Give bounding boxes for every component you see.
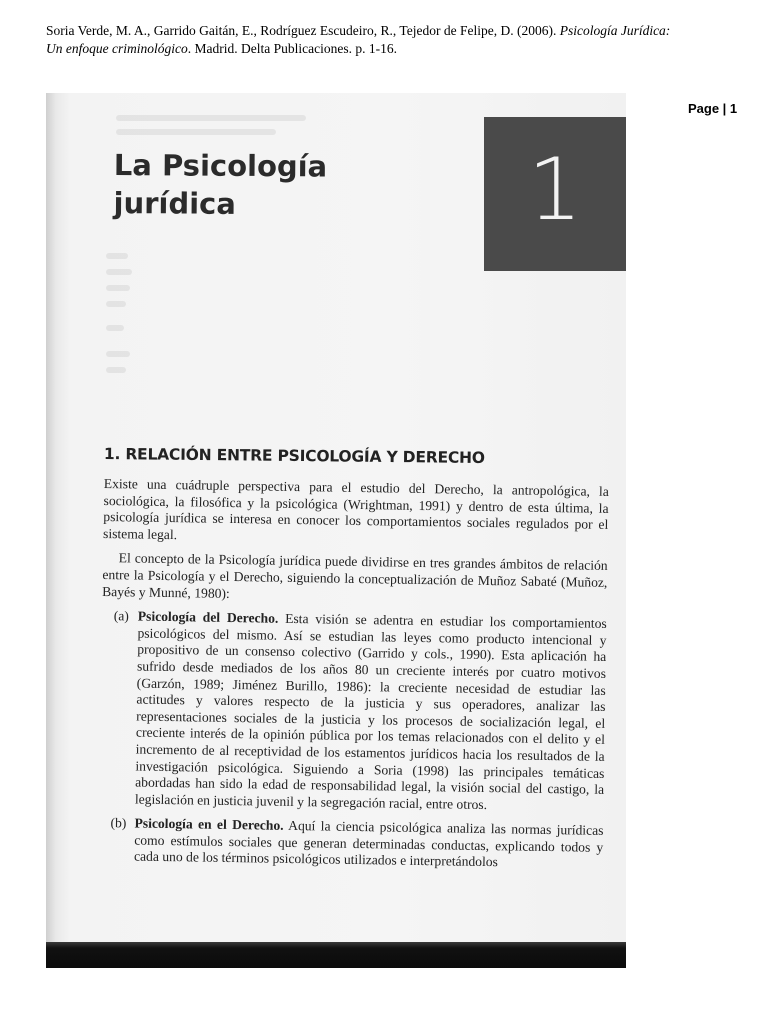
citation [46,22,686,58]
list-item-a-title: Psicología del Derecho. [137,608,279,626]
body-text [98,476,609,881]
paragraph-1: Existe una cuádruple perspectiva para el estudio del Derecho, la antropológica, la sociológica, la filosófica y la psicológica (Wrightman, 1991) y dentro de esta última, la psicología jurídica se interesa en conocer los comportamientos sociales regulados por el sistema legal. [102,476,609,542]
chapter-number: 1 [527,140,583,240]
page-number: Page | 1 [688,101,738,116]
list-item-b-text: Aquí la ciencia psicológica analiza las normas jurídicas como estímulos sociales que generan determinadas conductas, explicando todos y cada uno de los términos psicológicos utilizados e interpretándolos [133,818,604,870]
list-item-a-text: Esta visión se adentra en estudiar los comportamientos psicológicos del mismo. Así se estudian las leyes como producto intencional y propositivo de un consenso colectivo (Garrido y cols., 1990). Esta aplicación ha sufrido desde mediados de los años 80 un creciente interés por cuatro motivos (Garzón, 1989; Jiménez Burillo, 1986): la creciente necesidad de estudiar las actitudes y valores respecto de la justicia y sus operadores, analizar las representaciones sociales de la justicia y los procesos de socialización legal, el creciente interés de la opinión pública por los temas relacionados con el delito y el incremento de al receptividad de los estamentos jurídicos hacia los resultados de la investigación psicológica. Siguiendo a Soria (1998) las principales temáticas abordadas han sido la edad de responsabilidad legal, la visión social del castigo, la legislación en justicia juvenil y la segregación racial, entre otros. [134,610,607,812]
chapter-title [113,146,327,223]
paragraph-2: El concepto de la Psicología jurídica puede dividirse en tres grandes ámbitos de relación entre la Psicología y el Derecho, siguiendo la conceptualización de Muñoz Sabaté (Muñoz, Bayés y Munné, 1980): [102,550,608,601]
section-heading: 1. RELACIÓN ENTRE PSICOLOGÍA Y DERECHO [103,445,485,467]
citation-publisher: . Madrid. Delta Publicaciones. p. 1-16. [187,41,397,56]
list-item-b-title: Psicología en el Derecho. [134,815,284,834]
chapter-title-line1: La Psicología [113,147,328,184]
chapter-title-line2: jurídica [113,185,237,221]
list-marker-a: (a) [113,608,130,624]
citation-authors: Soria Verde, M. A., Garrido Gaitán, E., Rodríguez Escudeiro, R., Tejedor de Felipe, D. (2006). [46,23,560,38]
list-marker-b: (b) [110,815,127,831]
chapter-number-box [484,117,626,271]
list-item-a [99,608,607,815]
scanned-page [46,93,626,968]
list-item-b [98,815,604,873]
citation-book-title: Psicología Jurídica: Un enfoque criminológico [46,23,671,56]
scan-bottom-edge [46,942,626,968]
